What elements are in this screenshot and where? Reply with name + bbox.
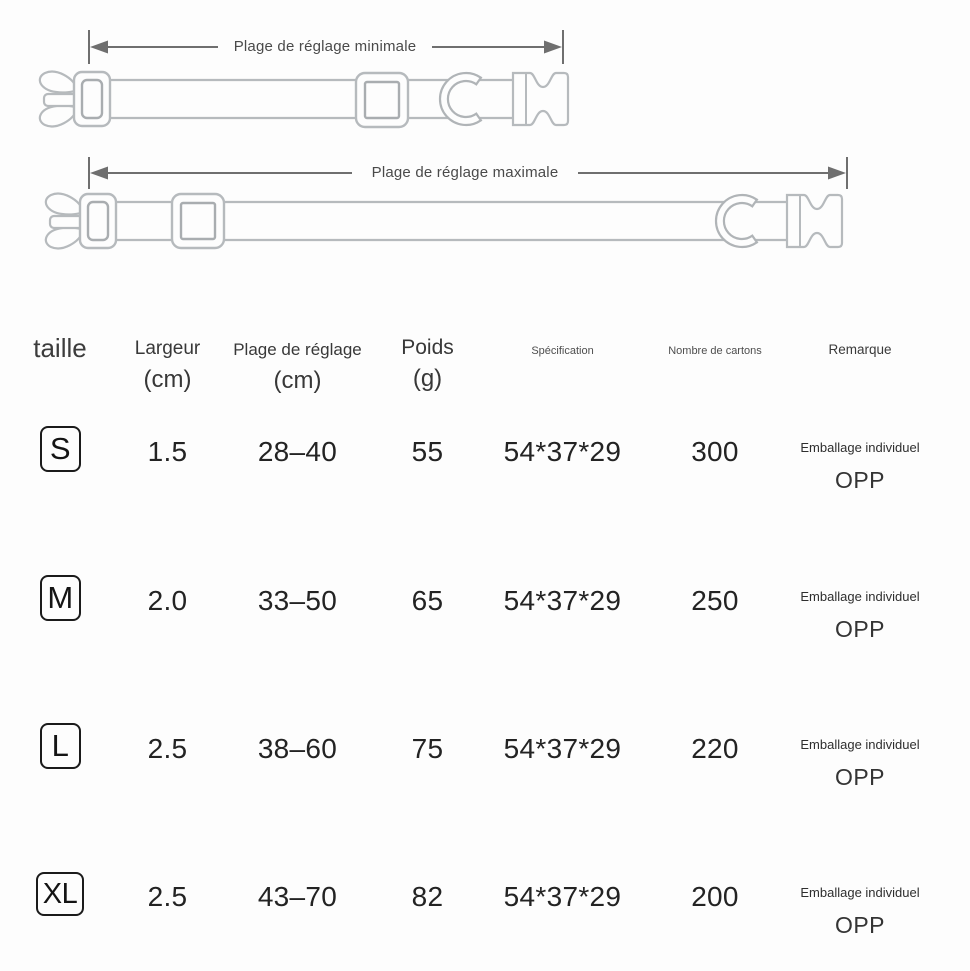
weight-value: 65 (411, 585, 444, 616)
width-value: 2.5 (147, 881, 188, 912)
range-value: 28–40 (257, 436, 338, 467)
collar-diagrams (0, 0, 970, 290)
tri-glide-slider-icon (172, 194, 224, 248)
width-value: 2.0 (147, 585, 188, 616)
buckle-socket-icon (787, 195, 842, 247)
buckle-icon (46, 194, 116, 249)
d-ring-icon (440, 73, 481, 125)
remark-opp: OPP (834, 467, 886, 493)
collar-minimal (40, 72, 568, 127)
header-largeur-unit: (cm) (143, 366, 192, 393)
size-badge: S (40, 426, 81, 472)
tri-glide-slider-icon (356, 73, 408, 127)
header-specification: Spécification (531, 345, 594, 357)
remark-opp: OPP (834, 764, 886, 790)
size-badge: XL (36, 872, 84, 916)
size-badge: L (40, 723, 81, 769)
remark-opp: OPP (834, 616, 886, 642)
weight-value: 55 (411, 436, 444, 467)
weight-value: 82 (411, 881, 444, 912)
remark-cell (800, 589, 919, 643)
range-value: 38–60 (257, 733, 338, 764)
remark-cell (800, 440, 919, 494)
cartons-value: 300 (691, 436, 739, 467)
table-row (0, 839, 970, 949)
remark-note: Emballage individuel (800, 589, 920, 604)
header-taille: taille (33, 333, 87, 363)
remark-opp: OPP (834, 912, 886, 938)
remark-cell (800, 885, 919, 939)
maximal-range-label: Plage de réglage maximale (371, 164, 559, 181)
table-row (0, 691, 970, 801)
spec-value: 54*37*29 (503, 436, 622, 467)
remark-note: Emballage individuel (800, 737, 920, 752)
remark-cell (800, 737, 919, 791)
header-poids-unit: (g) (412, 365, 443, 392)
collar-maximal (46, 194, 842, 249)
spec-value: 54*37*29 (503, 585, 622, 616)
header-largeur: Largeur (134, 338, 201, 359)
cartons-value: 200 (691, 881, 739, 912)
size-badge: M (40, 575, 81, 621)
range-value: 43–70 (257, 881, 338, 912)
table-row (0, 543, 970, 653)
cartons-value: 220 (691, 733, 739, 764)
range-value: 33–50 (257, 585, 338, 616)
cartons-value: 250 (691, 585, 739, 616)
buckle-socket-icon (513, 73, 568, 125)
spec-value: 54*37*29 (503, 733, 622, 764)
minimal-range-label: Plage de réglage minimale (233, 38, 417, 55)
spec-value: 54*37*29 (503, 881, 622, 912)
weight-value: 75 (411, 733, 444, 764)
width-value: 2.5 (147, 733, 188, 764)
header-remarque: Remarque (828, 342, 892, 357)
buckle-icon (40, 72, 110, 127)
table-row (0, 394, 970, 504)
header-plage-unit: (cm) (273, 367, 322, 394)
remark-note: Emballage individuel (800, 885, 920, 900)
d-ring-icon (716, 195, 757, 247)
header-plage: Plage de réglage (233, 340, 362, 359)
width-value: 1.5 (147, 436, 188, 467)
header-cartons: Nombre de cartons (668, 345, 762, 357)
header-poids: Poids (401, 336, 454, 359)
remark-note: Emballage individuel (800, 440, 920, 455)
